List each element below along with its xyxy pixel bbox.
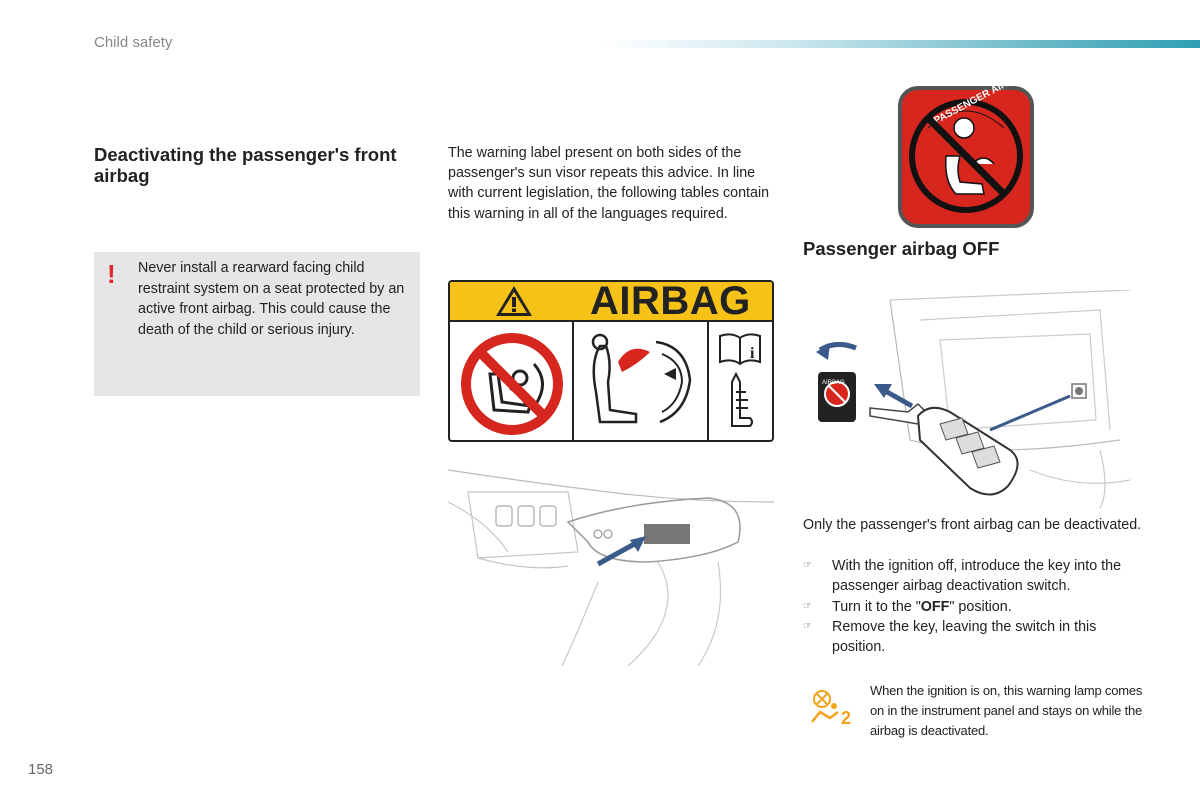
- list-item: [803, 556, 1143, 597]
- warning-text: Never install a rearward facing child restraint system on a seat protected by an active front airbag. This could cause the death of the child or serious injury.: [138, 260, 405, 338]
- airbag-label-header: [450, 282, 772, 322]
- sun-visor-illustration: [448, 462, 774, 666]
- header-accent-bar: [600, 40, 1200, 48]
- list-item: [803, 617, 1143, 658]
- airbag-label-body: [450, 322, 772, 442]
- svg-text:PASSENGER AIRBAG: PASSENGER: [932, 87, 993, 127]
- passenger-airbag-off-heading: Passenger airbag OFF: [803, 238, 1000, 259]
- warning-triangle-icon: [494, 284, 534, 318]
- pointing-finger-icon: ☞: [803, 560, 812, 571]
- pointing-finger-icon: ☞: [803, 620, 812, 632]
- step-text: With the ignition off, introduce the key into the passenger airbag deactivation switch.: [832, 558, 1122, 595]
- svg-text:2: 2: [841, 708, 852, 726]
- no-rearward-seat-icon: [466, 338, 558, 430]
- airbag-off-lamp-icon: [808, 688, 856, 726]
- airbag-deploy-icon: [593, 335, 690, 422]
- list-item: [803, 597, 1143, 617]
- warning-lamp-note: When the ignition is on, this warning lamp comes on in the instrument panel and stays on while the airbag is deactivated.: [870, 683, 1143, 738]
- page-number: 158: [28, 761, 54, 778]
- glovebox-key-switch-illustration: [800, 290, 1130, 508]
- airbag-label-title: AIRBAG: [590, 280, 751, 323]
- section-title: Deactivating the passenger's front airbag: [94, 144, 397, 186]
- read-manual-icon: [720, 334, 760, 426]
- step-text: Remove the key, leaving the switch in this position.: [832, 618, 1097, 656]
- step-text-after: " position.: [949, 598, 1012, 615]
- step-text-before: Turn it to the ": [832, 598, 921, 615]
- section-label: Child safety: [94, 34, 173, 51]
- step-text-off: OFF: [920, 598, 950, 615]
- svg-text:i: i: [750, 345, 755, 362]
- deactivation-intro: Only the passenger's front airbag can be deactivated.: [803, 517, 1142, 533]
- deactivation-steps: [803, 556, 1143, 657]
- sun-visor-paragraph: The warning label present on both sides of the passenger's sun visor repeats this advice. In line with current legislation, the following tables contain this warning in all of the languages required.: [448, 145, 770, 222]
- pointing-finger-icon: ☞: [803, 600, 812, 612]
- svg-text:AIRBAG: AIRBAG: [822, 380, 845, 386]
- airbag-off-sticker-icon: [898, 86, 1034, 228]
- warning-exclamation-icon: !: [107, 259, 116, 289]
- airbag-warning-label: [448, 280, 774, 442]
